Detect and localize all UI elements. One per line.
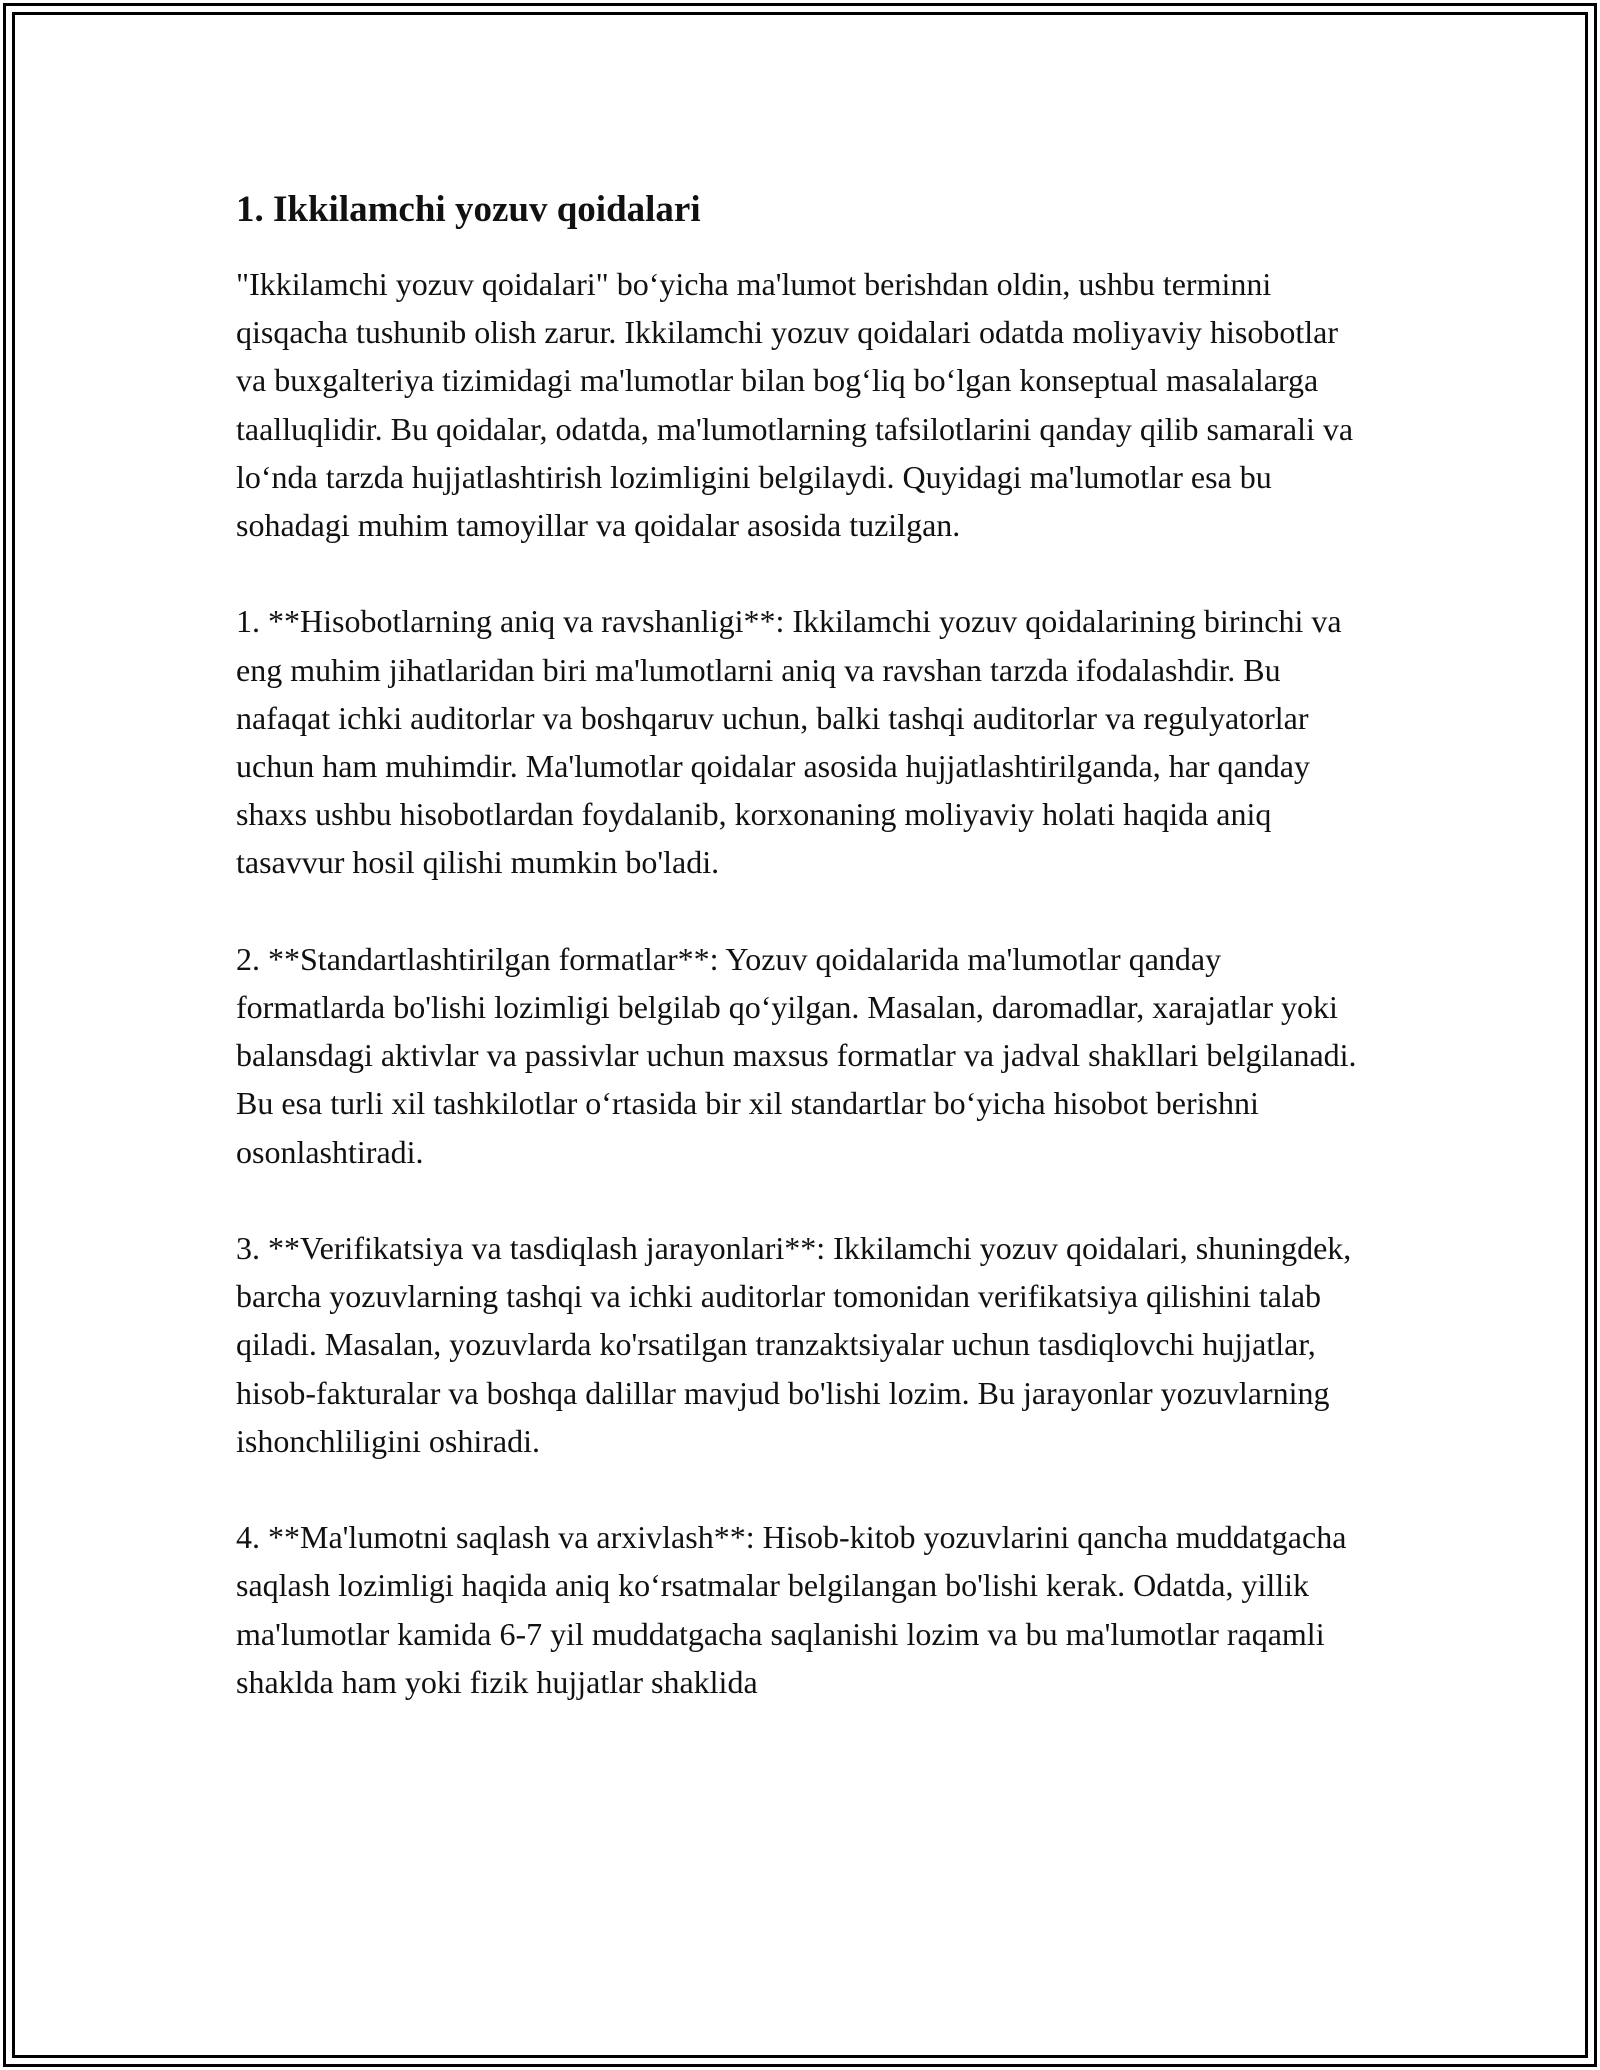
- document-body: [236, 186, 1366, 1706]
- rule-3-paragraph: 3. **Verifikatsiya va tasdiqlash jarayonlari**: Ikkilamchi yozuv qoidalari, shuningdek, barcha yozuvlarning tashqi va ichki auditorlar tomonidan verifikatsiya qilishini talab qiladi. Masalan, yozuvlarda ko'rsatilgan tranzaktsiyalar uchun tasdiqlovchi hujjatlar, hisob-fakturalar va boshqa dalillar mavjud bo'lishi lozim. Bu jarayonlar yozuvlarning ishonchliligini oshiradi.: [236, 1230, 1352, 1459]
- intro-paragraph: "Ikkilamchi yozuv qoidalari" bo‘yicha ma'lumot berishdan oldin, ushbu terminni qisqacha tushunib olish zarur. Ikkilamchi yozuv qoidalari odatda moliyaviy hisobotlar va buxgalteriya tizimidagi ma'lumotlar bilan bog‘liq bo‘lgan konseptual masalalarga taalluqlidir. Bu qoidalar, odatda, ma'lumotlarning tafsilotlarini qanday qilib samarali va lo‘nda tarzda hujjatlashtirish lozimligini belgilaydi. Quyidagi ma'lumotlar esa bu sohadagi muhim tamoyillar va qoidalar asosida tuzilgan.: [236, 266, 1354, 544]
- rule-4-paragraph: 4. **Ma'lumotni saqlash va arxivlash**: Hisob-kitob yozuvlarini qancha muddatgacha saqlash lozimligi haqida aniq ko‘rsatmalar belgilangan bo'lishi kerak. Odatda, yillik ma'lumotlar kamida 6-7 yil muddatgacha saqlanishi lozim va bu ma'lumotlar raqamli shaklda ham yoki fizik hujjatlar shaklida: [236, 1519, 1347, 1700]
- rule-1-paragraph: 1. **Hisobotlarning aniq va ravshanligi**: Ikkilamchi yozuv qoidalarining birinchi va eng muhim jihatlaridan biri ma'lumotlarni aniq va ravshan tarzda ifodalashdir. Bu nafaqat ichki auditorlar va boshqaruv uchun, balki tashqi auditorlar va regulyatorlar uchun ham muhimdir. Ma'lumotlar qoidalar asosida hujjatlashtirilganda, har qanday shaxs ushbu hisobotlardan foydalanib, korxonaning moliyaviy holati haqida aniq tasavvur hosil qilishi mumkin bo'ladi.: [236, 603, 1342, 881]
- document-title: 1. Ikkilamchi yozuv qoidalari: [236, 189, 701, 230]
- rule-2-paragraph: 2. **Standartlashtirilgan formatlar**: Yozuv qoidalarida ma'lumotlar qanday formatlarda bo'lishi lozimligi belgilab qo‘yilgan. Masalan, daromadlar, xarajatlar yoki balansdagi aktivlar va passivlar uchun maxsus formatlar va jadval shakllari belgilanadi. Bu esa turli xil tashkilotlar o‘rtasida bir xil standartlar bo‘yicha hisobot berishni osonlashtiradi.: [236, 940, 1357, 1170]
